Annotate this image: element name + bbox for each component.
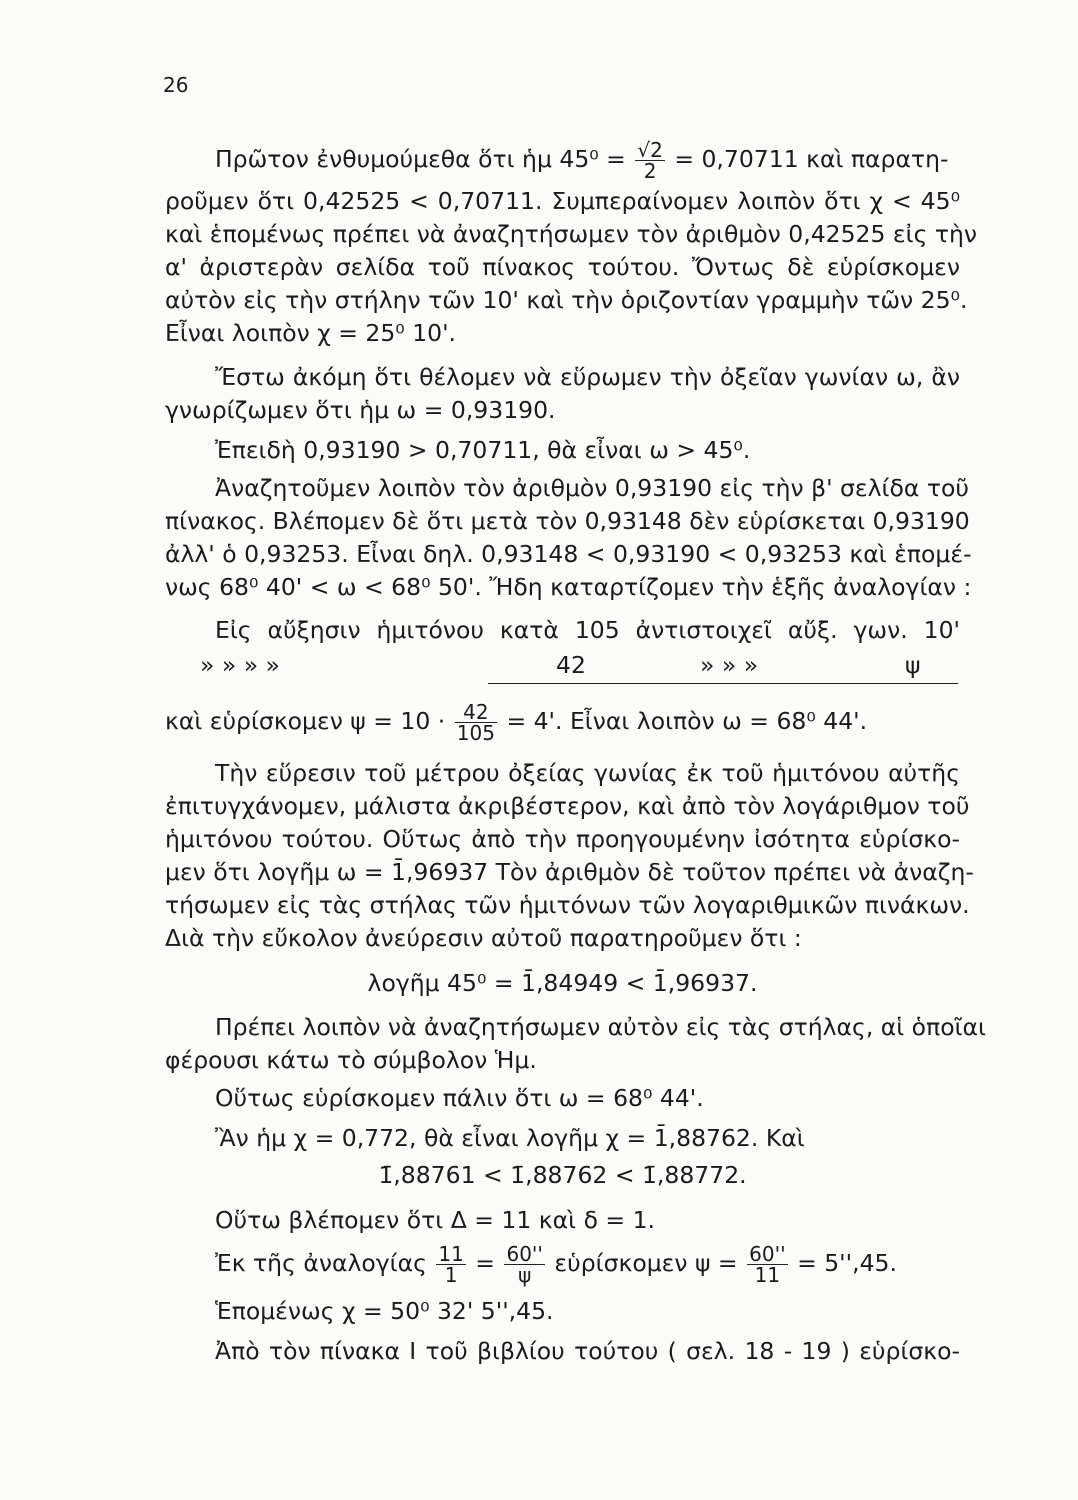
fraction-60-over-11: [747, 1244, 787, 1285]
text-line-19: ἡμιτόνου τούτου. Οὕτως ἀπὸ τὴν προηγουμένην ἰσότητα εὑρίσκο-: [165, 825, 960, 853]
text-line-20: μεν ὅτι λογῆμ ω = 1̄,96937 Τὸν ἀριθμὸν δὲ τοῦτον πρέπει νὰ ἀναζη-: [165, 858, 974, 886]
line-16-part-b: = 4'. Εἶναι λοιπὸν ω = 68⁰ 44'.: [506, 707, 868, 735]
text-line-3: καὶ ἑπομένως πρέπει νὰ ἀναζητήσωμεν τὸν ἀριθμὸν 0,42525 εἰς τὴν: [165, 220, 978, 248]
value-42: 42: [556, 651, 586, 679]
fraction-numerator: 42: [455, 702, 497, 723]
fraction-60-over-psi: [504, 1244, 544, 1285]
variable-psi: ψ: [905, 651, 921, 679]
text-line-30: [215, 1244, 960, 1285]
text-line-11: πίνακος. Βλέπομεν δὲ ὅτι μετὰ τὸν 0,93148 δὲν εὑρίσκεται 0,93190: [165, 507, 970, 535]
line-30-part-b: εὑρίσκομεν ψ =: [554, 1249, 738, 1277]
text-line-9: Ἐπειδὴ 0,93190 > 0,70711, θὰ εἶναι ω > 45⁰.: [215, 436, 751, 464]
fraction-denominator: ψ: [518, 1263, 532, 1287]
line-1-part-b: = 0,70711 καὶ παρατη-: [674, 145, 949, 173]
text-line-8: γνωρίζωμεν ὅτι ἡμ ω = 0,93190.: [165, 396, 556, 424]
text-line-31: Ἑπομένως χ = 50⁰ 32' 5'',45.: [215, 1297, 554, 1325]
text-line-21: τήσωμεν εἰς τὰς στήλας τῶν ἡμιτόνων τῶν λογαριθμικῶν πινάκων.: [165, 891, 970, 919]
text-line-26: Οὕτως εὑρίσκομεν πάλιν ὅτι ω = 68⁰ 44'.: [215, 1084, 704, 1112]
text-line-25: φέρουσι κάτω τὸ σύμβολον Ἡμ.: [165, 1046, 537, 1074]
fraction-42-over-105: [455, 702, 497, 743]
fraction-denominator: 11: [754, 1263, 781, 1287]
text-line-32: Ἀπὸ τὸν πίνακα Ι τοῦ βιβλίου τούτου ( σελ. 18 - 19 ) εὑρίσκο-: [215, 1337, 960, 1365]
text-line-12: ἀλλ' ὁ 0,93253. Εἶναι δηλ. 0,93148 < 0,93190 < 0,93253 καὶ ἑπομέ-: [165, 540, 972, 568]
text-line-28: 1̄,88761 < 1̄,88762 < 1̄,88772.: [378, 1161, 747, 1189]
text-line-14: Εἰς αὔξησιν ἡμιτόνου κατὰ 105 ἀντιστοιχεῖ αὔξ. γων. 10': [215, 616, 960, 644]
fraction-sqrt2-over-2: [635, 140, 664, 181]
text-line-24: Πρέπει λοιπὸν νὰ ἀναζητήσωμεν αὐτὸν εἰς τὰς στήλας, αἱ ὁποῖαι: [215, 1013, 986, 1041]
fraction-numerator: 11: [438, 1242, 464, 1266]
text-line-27: Ἂν ἡμ χ = 0,772, θὰ εἶναι λογῆμ χ = 1̄,88762. Καὶ: [215, 1124, 805, 1152]
fraction-11-over-1: [436, 1244, 465, 1285]
text-line-13: νως 68⁰ 40' < ω < 68⁰ 50'. Ἤδη καταρτίζομεν τὴν ἑξῆς ἀναλογίαν :: [165, 573, 972, 601]
text-line-6: Εἶναι λοιπὸν χ = 25⁰ 10'.: [165, 319, 457, 347]
text-line-16: [165, 702, 960, 743]
text-line-17: Τὴν εὕρεσιν τοῦ μέτρου ὀξείας γωνίας ἐκ τοῦ ἡμιτόνου αὐτῆς: [215, 759, 960, 787]
text-line-10: Ἀναζητοῦμεν λοιπὸν τὸν ἀριθμὸν 0,93190 εἰς τὴν β' σελίδα τοῦ: [215, 474, 969, 502]
fraction-denominator: 105: [456, 721, 495, 745]
text-line-23: λογῆμ 45⁰ = 1̄,84949 < 1̄,96937.: [367, 969, 758, 997]
text-line-29: Οὕτω βλέπομεν ὅτι Δ = 11 καὶ δ = 1.: [215, 1206, 655, 1234]
fraction-numerator: 60'': [506, 1242, 543, 1266]
line-30-part-c: = 5'',45.: [797, 1249, 897, 1277]
page-number: 26: [163, 73, 189, 97]
text-line-4: α' ἀριστερὰν σελίδα τοῦ πίνακος τούτου. Ὄντως δὲ εὑρίσκομεν: [165, 253, 960, 281]
fraction-denominator: 2: [643, 159, 657, 183]
line-16-part-a: καὶ εὑρίσκομεν ψ = 10 ·: [165, 707, 446, 735]
text-line-18: ἐπιτυγχάνομεν, μάλιστα ἀκριβέστερον, καὶ ἀπὸ τὸν λογάριθμον τοῦ: [165, 792, 970, 820]
text-line-7: Ἔστω ἀκόμη ὅτι θέλομεν νὰ εὕρωμεν τὴν ὀξεῖαν γωνίαν ω, ἂν: [215, 363, 960, 391]
line-1-part-a: Πρῶτον ἐνθυμούμεθα ὅτι ἡμ 45⁰ =: [215, 145, 626, 173]
text-line-22: Διὰ τὴν εὔκολον ἀνεύρεσιν αὐτοῦ παρατηροῦμεν ὅτι :: [165, 924, 802, 952]
ditto-marks-left: » » » »: [200, 651, 280, 679]
text-line-2: ροῦμεν ὅτι 0,42525 < 0,70711. Συμπεραίνομεν λοιπὸν ὅτι χ < 45⁰: [165, 187, 960, 215]
fraction-numerator: √2: [637, 138, 663, 162]
text-line-5: αὐτὸν εἰς τὴν στήλην τῶν 10' καὶ τὴν ὁριζοντίαν γραμμὴν τῶν 25⁰.: [165, 286, 968, 314]
equals-sign: =: [475, 1249, 495, 1277]
fraction-denominator: 1: [444, 1263, 458, 1287]
line-30-part-a: Ἐκ τῆς ἀναλογίας: [215, 1249, 427, 1277]
text-line-1: [215, 140, 960, 181]
fraction-numerator: 60'': [749, 1242, 786, 1266]
ditto-marks-right: » » »: [700, 651, 759, 679]
proportion-rule: [488, 683, 958, 684]
